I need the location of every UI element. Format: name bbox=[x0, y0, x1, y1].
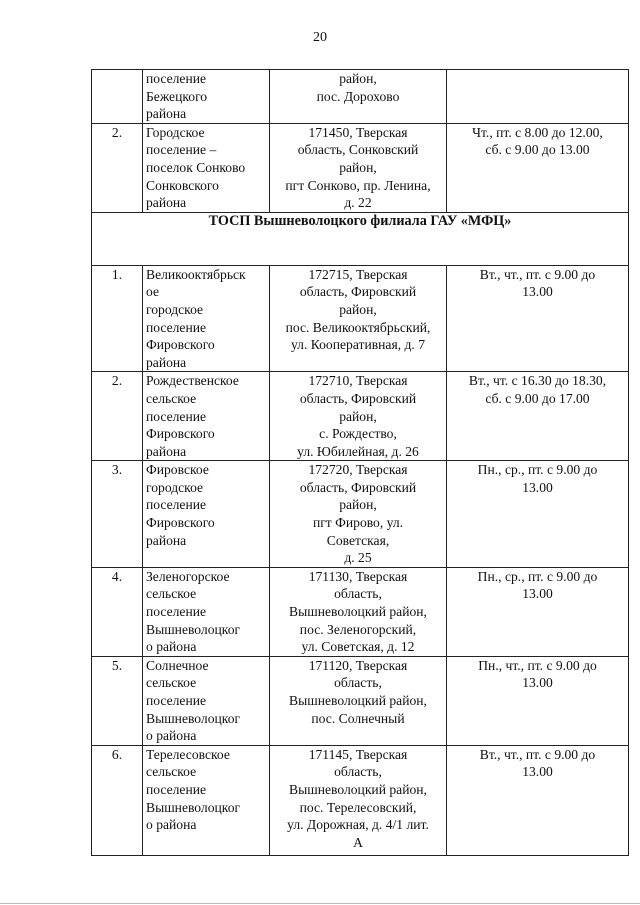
address-line: Вышневолоцкий район, bbox=[289, 693, 427, 708]
row-number bbox=[92, 70, 143, 124]
address-line: район, bbox=[339, 159, 377, 175]
settlement-line: сельское bbox=[146, 675, 197, 691]
settlement-line: поселок Сонково bbox=[146, 159, 246, 175]
settlement-line: Вышневолоцког bbox=[146, 799, 241, 815]
address-line: область, bbox=[334, 764, 382, 780]
address-line: 171450, Тверская bbox=[308, 124, 408, 140]
address-line: д. 25 bbox=[344, 550, 372, 566]
address-line: ул. Юбилейная, д. 26 bbox=[297, 443, 419, 459]
address-line: ул. Советская, д. 12 bbox=[301, 639, 415, 655]
address-line: пгт Фирово, ул. bbox=[312, 515, 404, 531]
address-cell bbox=[270, 265, 447, 372]
address-line: пос. Великооктябрьский, bbox=[285, 319, 431, 335]
table-body-upper bbox=[92, 70, 629, 213]
address-line: район, bbox=[339, 408, 377, 424]
schedule-line: Вт., чт., пт. с 9.00 до bbox=[479, 746, 596, 762]
settlement-cell bbox=[143, 461, 270, 568]
settlement-line: поселение bbox=[146, 604, 207, 620]
settlement-line: поселение bbox=[146, 497, 207, 513]
address-line: Вышневолоцкий район, bbox=[289, 781, 427, 797]
scan-edge-line bbox=[0, 903, 640, 904]
settlement-line: Фировского bbox=[146, 337, 215, 353]
table-row bbox=[92, 70, 629, 124]
address-line: район, bbox=[339, 301, 377, 317]
table-row bbox=[92, 461, 629, 568]
settlement-line: Солнечное bbox=[146, 657, 209, 673]
table-row bbox=[92, 656, 629, 745]
settlement-cell bbox=[143, 656, 270, 745]
settlement-line: поселение – bbox=[146, 142, 217, 158]
schedule-line: 13.00 bbox=[522, 284, 553, 300]
address-cell bbox=[270, 461, 447, 568]
settlement-line: сельское bbox=[146, 764, 197, 780]
settlement-cell bbox=[143, 567, 270, 656]
address-line: 171130, Тверская bbox=[308, 568, 408, 584]
address-cell bbox=[270, 745, 447, 855]
address-line: 172715, Тверская bbox=[308, 266, 408, 282]
table-row bbox=[92, 745, 629, 855]
settlement-line: городское bbox=[146, 479, 204, 495]
table-row bbox=[92, 372, 629, 461]
settlement-cell bbox=[143, 745, 270, 855]
settlement-line: поселение bbox=[146, 781, 207, 797]
settlement-line: о района bbox=[146, 639, 197, 655]
schedule-line: Пн., ср., пт. с 9.00 до bbox=[477, 568, 598, 584]
schedule-cell bbox=[447, 461, 629, 568]
address-line: район, bbox=[339, 71, 377, 86]
offices-table bbox=[91, 69, 629, 856]
address-line: пос. Терелесовский, bbox=[299, 799, 417, 815]
row-number: 2. bbox=[92, 372, 143, 461]
row-number: 4. bbox=[92, 567, 143, 656]
schedule-line: 13.00 bbox=[522, 586, 553, 602]
settlement-line: Фировского bbox=[146, 515, 215, 531]
settlement-line: Вышневолоцког bbox=[146, 710, 241, 726]
address-cell bbox=[270, 656, 447, 745]
settlement-line: Великооктябрьск bbox=[146, 266, 246, 282]
settlement-line: сельское bbox=[146, 390, 197, 406]
settlement-line: Сонковского bbox=[146, 177, 219, 193]
settlement-line: городское bbox=[146, 301, 204, 317]
settlement-line: поселение bbox=[146, 71, 207, 86]
section-header-row bbox=[92, 212, 629, 265]
settlement-line: Фировского bbox=[146, 426, 215, 442]
row-number: 3. bbox=[92, 461, 143, 568]
address-line: 172720, Тверская bbox=[308, 462, 408, 478]
settlement-line: Рождественское bbox=[146, 373, 239, 389]
schedule-cell bbox=[447, 567, 629, 656]
schedule-line: 13.00 bbox=[522, 479, 553, 495]
address-line: область, bbox=[334, 675, 382, 691]
settlement-line: района bbox=[146, 354, 187, 370]
settlement-line: о района bbox=[146, 817, 197, 833]
address-line: ул. Дорожная, д. 4/1 лит. bbox=[287, 817, 429, 833]
settlement-line: района bbox=[146, 443, 187, 459]
settlement-line: Фировское bbox=[146, 462, 209, 478]
address-line: с. Рождество, bbox=[319, 426, 397, 442]
address-line: пос. Зеленогорский, bbox=[299, 621, 417, 637]
settlement-line: поселение bbox=[146, 408, 207, 424]
table-row bbox=[92, 567, 629, 656]
settlement-line: района bbox=[146, 532, 187, 548]
address-cell bbox=[270, 70, 447, 124]
address-line: пгт Сонково, пр. Ленина, bbox=[285, 177, 431, 193]
schedule-cell bbox=[447, 123, 629, 212]
schedule-line: Пн., ср., пт. с 9.00 до bbox=[477, 462, 598, 478]
schedule-line: сб. с 9.00 до 17.00 bbox=[485, 390, 590, 406]
address-line: область, Фировский bbox=[299, 284, 417, 300]
schedule-cell bbox=[447, 265, 629, 372]
settlement-line: сельское bbox=[146, 586, 197, 602]
address-cell bbox=[270, 567, 447, 656]
settlement-line: Зеленогорское bbox=[146, 568, 230, 584]
row-number: 2. bbox=[92, 123, 143, 212]
settlement-line: района bbox=[146, 195, 187, 211]
address-line: область, Фировский bbox=[299, 390, 417, 406]
address-line: область, bbox=[334, 586, 382, 602]
schedule-cell bbox=[447, 372, 629, 461]
schedule-cell bbox=[447, 745, 629, 855]
schedule-line: Пн., чт., пт. с 9.00 до bbox=[478, 657, 597, 673]
settlement-line: района bbox=[146, 106, 187, 122]
row-number: 5. bbox=[92, 656, 143, 745]
address-cell bbox=[270, 372, 447, 461]
schedule-line: Вт., чт., пт. с 9.00 до bbox=[479, 266, 596, 282]
address-line: район, bbox=[339, 497, 377, 513]
address-line: Вышневолоцкий район, bbox=[289, 604, 427, 620]
page-number: 20 bbox=[313, 30, 327, 45]
address-line: д. 22 bbox=[344, 195, 372, 211]
settlement-line: Терелесовское bbox=[146, 746, 230, 762]
settlement-line: Городское bbox=[146, 124, 205, 140]
table-row bbox=[92, 265, 629, 372]
schedule-line: 13.00 bbox=[522, 675, 553, 691]
settlement-cell bbox=[143, 123, 270, 212]
address-line: область, Сонковский bbox=[297, 142, 419, 158]
address-cell bbox=[270, 123, 447, 212]
address-line: пос. Солнечный bbox=[311, 710, 405, 726]
schedule-line: Вт., чт. с 16.30 до 18.30, bbox=[468, 373, 607, 389]
settlement-line: поселение bbox=[146, 319, 207, 335]
address-line: 171120, Тверская bbox=[308, 657, 408, 673]
address-line: область, Фировский bbox=[299, 479, 417, 495]
row-number: 1. bbox=[92, 265, 143, 372]
table-body-lower bbox=[92, 265, 629, 855]
settlement-line: о района bbox=[146, 728, 197, 744]
address-line: Советская, bbox=[326, 532, 390, 548]
table-row bbox=[92, 123, 629, 212]
settlement-line: поселение bbox=[146, 693, 207, 708]
settlement-line: Вышневолоцког bbox=[146, 621, 241, 637]
settlement-cell bbox=[143, 372, 270, 461]
settlement-line: ое bbox=[146, 284, 159, 300]
address-line: пос. Дорохово bbox=[316, 88, 400, 104]
row-number: 6. bbox=[92, 745, 143, 855]
schedule-cell bbox=[447, 70, 629, 124]
section-header-body bbox=[92, 212, 629, 265]
address-line: 172710, Тверская bbox=[308, 373, 408, 389]
address-line: 171145, Тверская bbox=[308, 746, 408, 762]
schedule-cell bbox=[447, 656, 629, 745]
settlement-cell bbox=[143, 265, 270, 372]
schedule-line: 13.00 bbox=[522, 764, 553, 780]
section-title: ТОСП Вышневолоцкого филиала ГАУ «МФЦ» bbox=[92, 212, 629, 265]
settlement-line: Бежецкого bbox=[146, 88, 208, 104]
settlement-cell bbox=[143, 70, 270, 124]
schedule-line: сб. с 9.00 до 13.00 bbox=[485, 142, 590, 158]
address-line: ул. Кооперативная, д. 7 bbox=[290, 337, 426, 353]
schedule-line: Чт., пт. с 8.00 до 12.00, bbox=[472, 124, 603, 140]
address-line: А bbox=[353, 834, 363, 850]
